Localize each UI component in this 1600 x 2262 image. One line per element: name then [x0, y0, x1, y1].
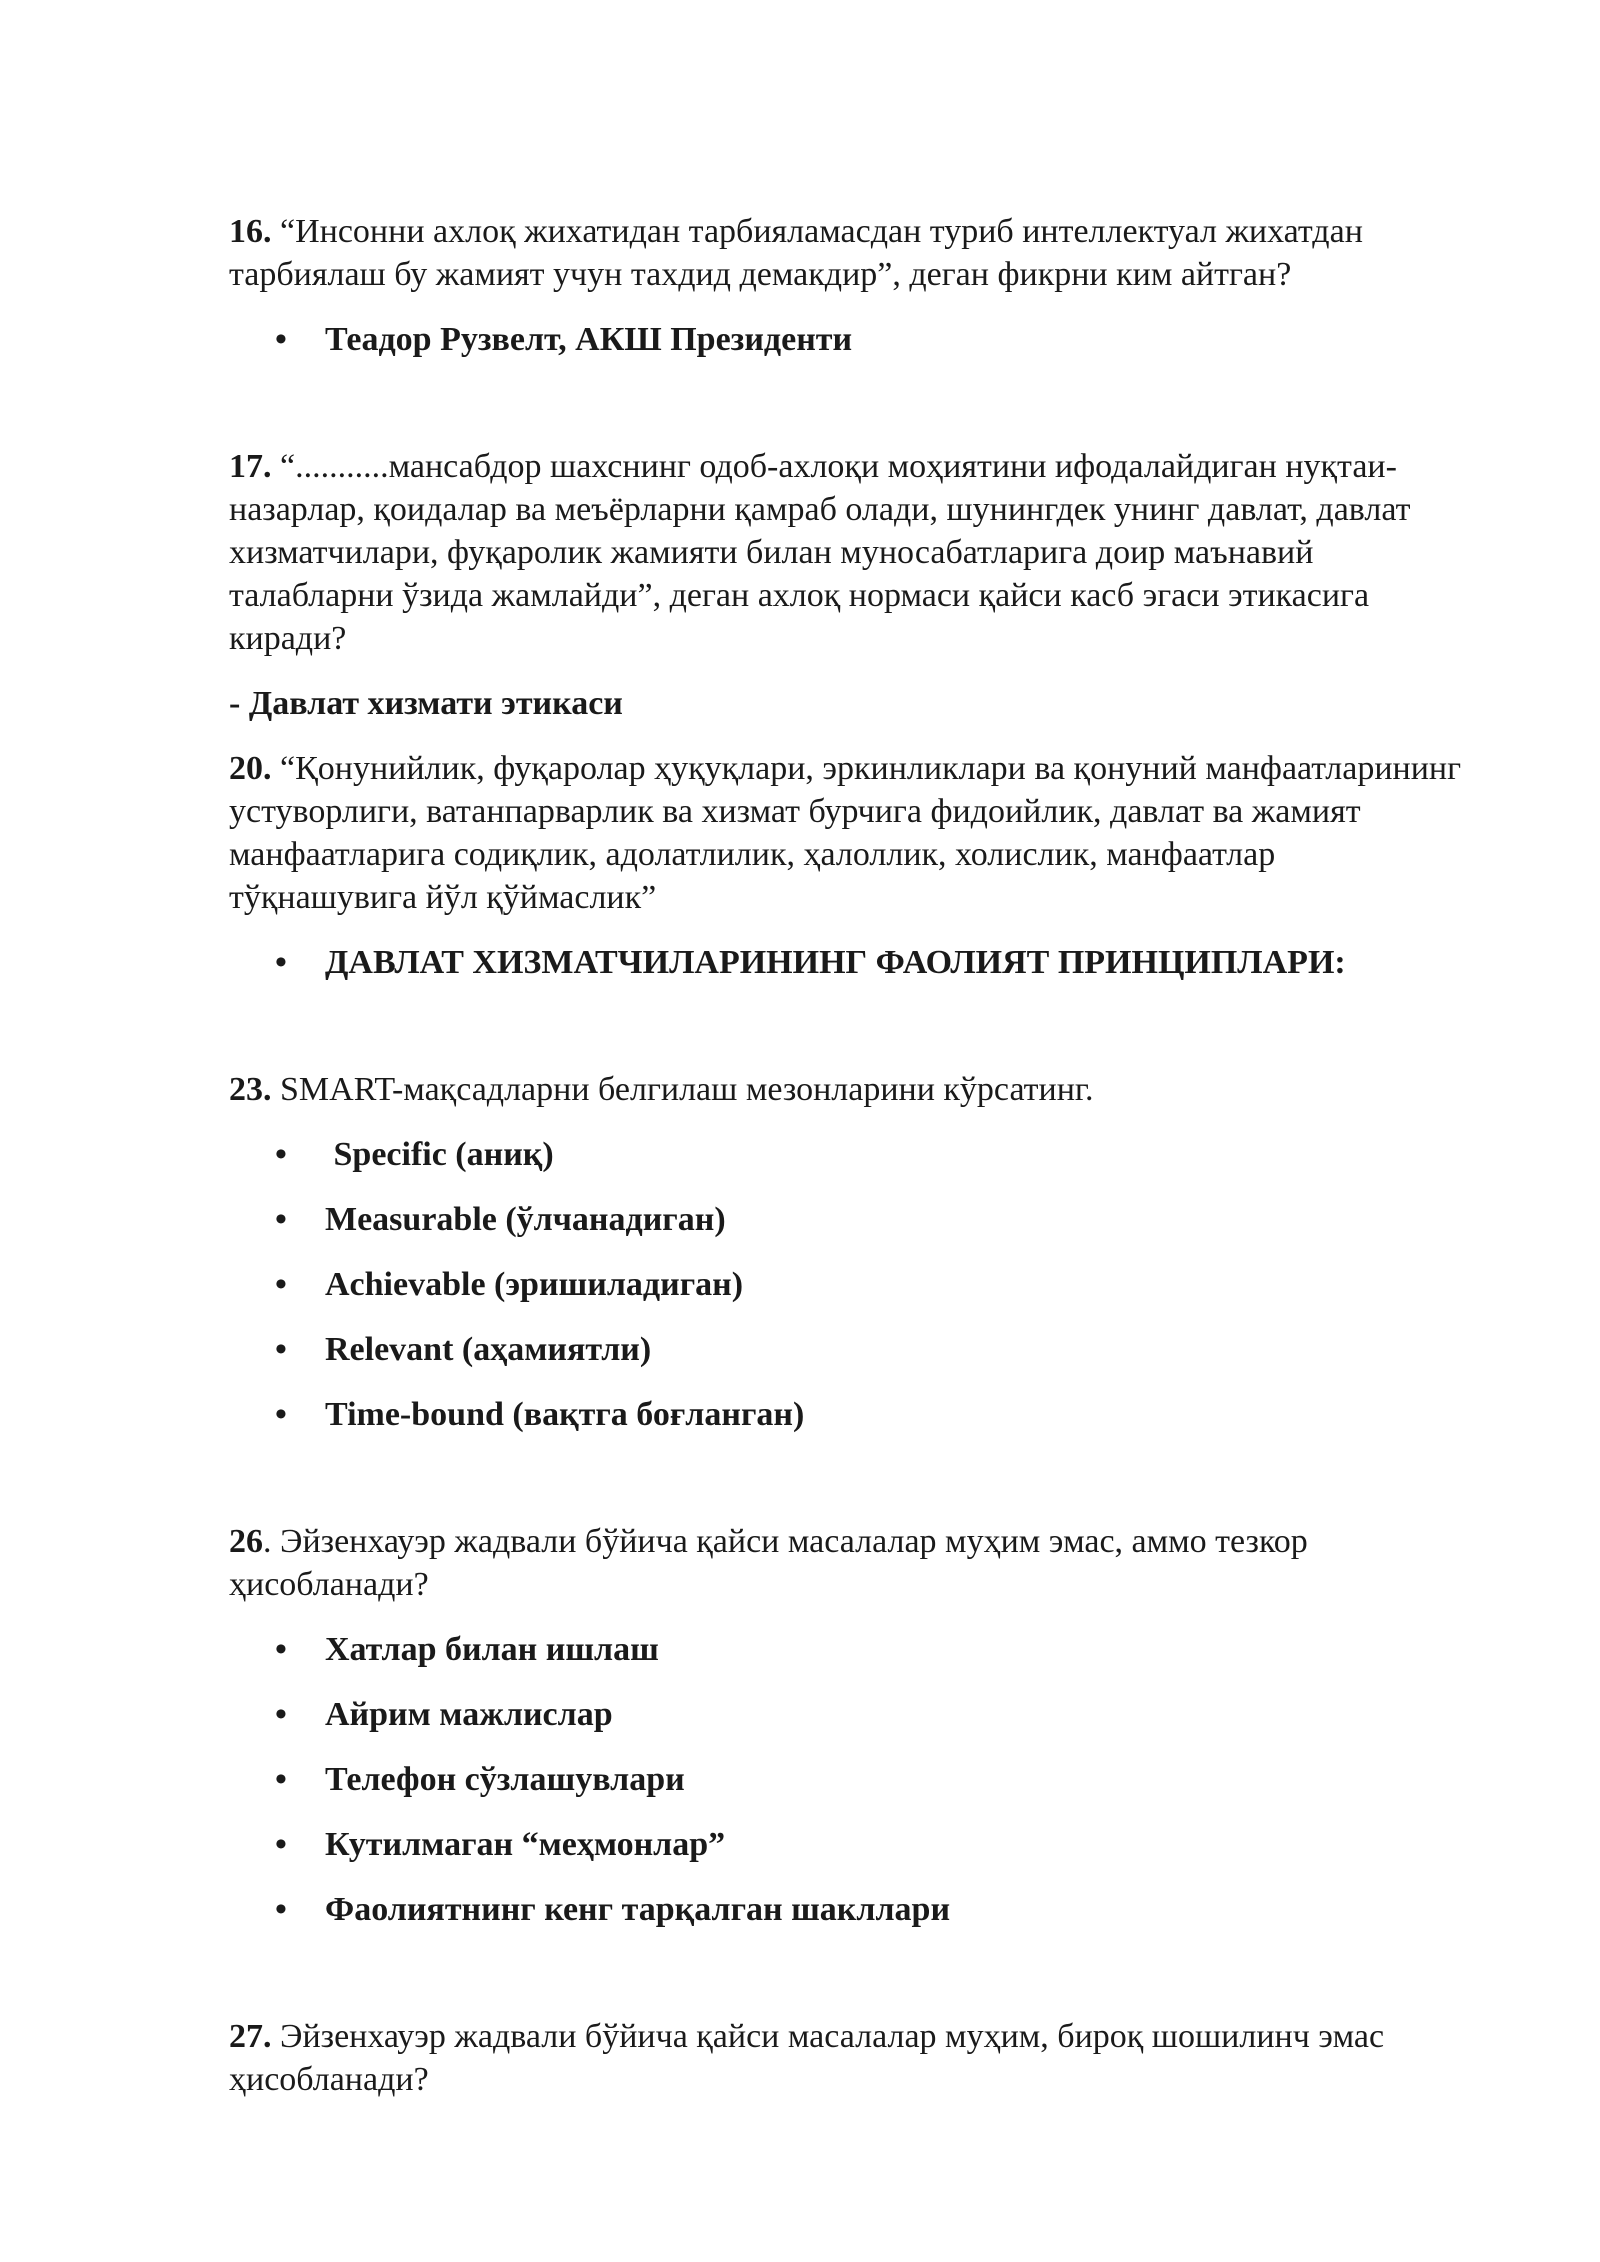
bullet-icon: • [275, 1631, 287, 1668]
question-number: 17. [229, 448, 272, 485]
question-text: “...........мансабдор шахснинг одоб-ахлоқи моҳиятини ифодалайдиган нуқтаи-назарлар, қоидалар ва меъёрларни қамраб олади, шунингдек унинг давлат, давлат хизматчилари, фуқаролик жамияти билан муносабатларига доир маънавий талабларни ўзида жамлайди”, деган ахлоқ нормаси қайси касб эгаси этикасига киради? [229, 448, 1411, 657]
answer-text: Теадор Рузвелт, АКШ Президенти [325, 321, 853, 358]
document-page [229, 210, 1469, 2101]
answer-text: Фаолиятнинг кенг тарқалган шакллари [325, 1891, 951, 1928]
question-text: SMART-мақсадларни белгилаш мезонларини кўрсатинг. [271, 1071, 1094, 1108]
bullet-icon: • [275, 1266, 287, 1303]
answer-text: Measurable (ўлчанадиган) [325, 1201, 726, 1238]
answer-item [229, 1133, 1469, 1176]
question-27 [229, 2015, 1469, 2101]
bullet-icon: • [275, 1331, 287, 1368]
answer-text: Телефон сўзлашувлари [325, 1761, 685, 1798]
bullet-icon: • [275, 1696, 287, 1733]
answer-item [229, 941, 1469, 984]
answer-text: Айрим мажлислар [325, 1696, 613, 1733]
bullet-icon: • [275, 1201, 287, 1238]
question-text: “Инсонни ахлоқ жихатидан тарбияламасдан туриб интеллектуал жихатдан тарбиялаш бу жамият учун тахдид демакдир”, деган фикрни ким айтган? [229, 213, 1363, 293]
answer-list [229, 941, 1469, 984]
bullet-icon: • [275, 1891, 287, 1928]
question-text: . Эйзенхауэр жадвали бўйича қайси масалалар муҳим эмас, аммо тезкор ҳисобланади? [229, 1523, 1308, 1603]
answer-list [229, 1628, 1469, 1931]
answer-item [229, 1823, 1469, 1866]
bullet-icon: • [275, 944, 287, 981]
question-text: Эйзенхауэр жадвали бўйича қайси масалалар муҳим, бироқ шошилинч эмас ҳисобланади? [229, 2018, 1385, 2098]
question-23 [229, 1068, 1469, 1111]
question-text: “Қонунийлик, фуқаролар ҳуқуқлари, эркинликлари ва қонуний манфаатларининг устуворлиги, ватанпарварлик ва хизмат бурчига фидоийлик, давлат ва жамият манфаатларига содиқлик, адолатлилик, ҳалоллик, холислик, манфаатлар тўқнашувига йўл қўймаслик” [229, 750, 1462, 916]
question-number: 27. [229, 2018, 272, 2055]
question-number: 23. [229, 1071, 272, 1108]
question-16 [229, 210, 1469, 296]
answer-item [229, 1758, 1469, 1801]
answer-text: Кутилмаган “меҳмонлар” [325, 1826, 726, 1863]
bullet-icon: • [275, 1396, 287, 1433]
answer-item [229, 1198, 1469, 1241]
bullet-icon: • [275, 1136, 287, 1173]
answer-item [229, 318, 1469, 361]
answer-item [229, 1328, 1469, 1371]
bullet-icon: • [275, 321, 287, 358]
question-number: 16. [229, 213, 272, 250]
question-number: 20. [229, 750, 272, 787]
question-20 [229, 747, 1469, 919]
question-17 [229, 445, 1469, 660]
answer-item [229, 1393, 1469, 1436]
answer-item [229, 1263, 1469, 1306]
question-26 [229, 1520, 1469, 1606]
answer-item [229, 1628, 1469, 1671]
answer-text: Time-bound (вақтга боғланган) [325, 1396, 805, 1433]
answer-item [229, 1693, 1469, 1736]
answer-text: Relevant (аҳамиятли) [325, 1331, 652, 1368]
question-number: 26 [229, 1523, 263, 1560]
answer-list [229, 318, 1469, 361]
bullet-icon: • [275, 1761, 287, 1798]
answer-list [229, 1133, 1469, 1436]
answer-text: - Давлат хизмати этикаси [229, 685, 623, 722]
answer-text: Хатлар билан ишлаш [325, 1631, 659, 1668]
bullet-icon: • [275, 1826, 287, 1863]
answer-item [229, 1888, 1469, 1931]
answer-text: ДАВЛАТ ХИЗМАТЧИЛАРИНИНГ ФАОЛИЯТ ПРИНЦИПЛАРИ: [325, 944, 1346, 981]
answer-text: Achievable (эришиладиган) [325, 1266, 744, 1303]
answer-text: Specific (аниқ) [325, 1136, 554, 1173]
